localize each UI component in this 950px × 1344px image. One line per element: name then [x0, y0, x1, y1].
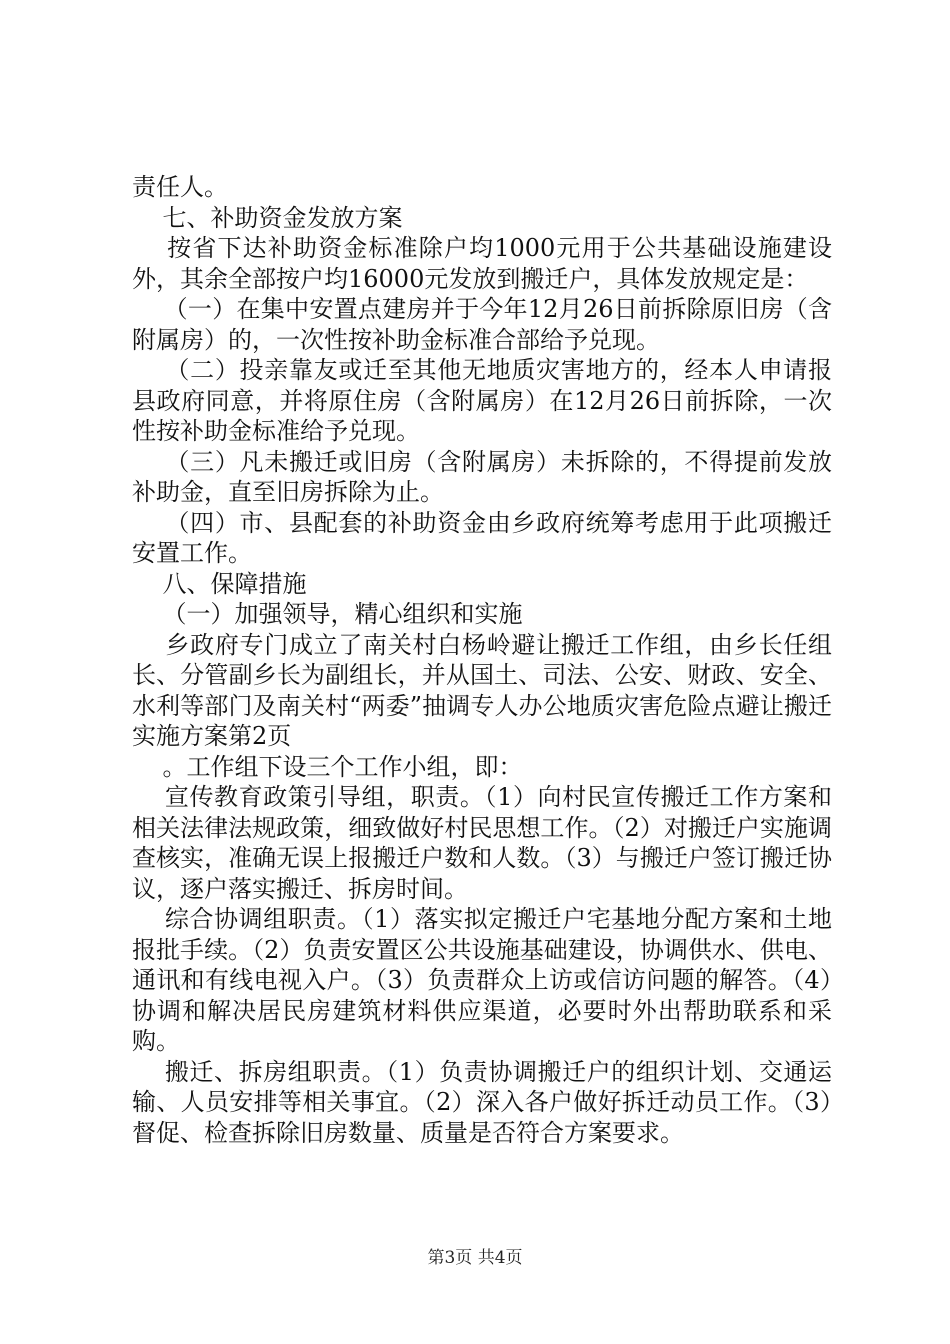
paragraph: 宣传教育政策引导组，职责。（1）向村民宣传搬迁工作方案和相关法律法规政策，细致做好村民思想工作。（2）对搬迁户实施调查核实，准确无误上报搬迁户数和人数。（3）与搬迁户签订搬迁协议，逐户落实搬迁、拆房时间。 — [132, 783, 832, 903]
paragraph: （三）凡未搬迁或旧房（含附属房）未拆除的，不得提前发放补助金，直至旧房拆除为止。 — [132, 447, 833, 506]
page-number-footer: 第3页 共4页 — [427, 1248, 523, 1268]
paragraph: 综合协调组职责。（1）落实拟定搬迁户宅基地分配方案和土地报批手续。（2）负责安置区公共设施基础建设，协调供水、供电、通讯和有线电视入户。（3）负责群众上访或信访问题的解答。（4）协调和解决居民房建筑材料供应渠道，必要时外出帮助联系和采购。 — [132, 905, 832, 1055]
document-body — [132, 172, 832, 1148]
paragraph: 乡政府专门成立了南关村白杨岭避让搬迁工作组，由乡长任组长、分管副乡长为副组长，并从国土、司法、公安、财政、安全、水利等部门及南关村“两委”抽调专人办公地质灾害危险点避让搬迁实施方案第2页 — [132, 630, 833, 750]
paragraph: （四）市、县配套的补助资金由乡政府统筹考虑用于此项搬迁安置工作。 — [132, 508, 833, 567]
section-heading: 七、补助资金发放方案 — [132, 203, 403, 232]
paragraph: （二）投亲靠友或迁至其他无地质灾害地方的，经本人申请报县政府同意，并将原住房（含附属房）在12月26日前拆除，一次性按补助金标准给予兑现。 — [132, 356, 833, 445]
paragraph: （一）在集中安置点建房并于今年12月26日前拆除原旧房（含附属房）的，一次性按补助金标准合部给予兑现。 — [132, 295, 833, 354]
subsection-heading: （一）加强领导，精心组织和实施 — [132, 600, 523, 628]
paragraph: 搬迁、拆房组职责。（1）负责协调搬迁户的组织计划、交通运输、人员安排等相关事宜。（2）深入各户做好拆迁动员工作。（3）督促、检查拆除旧房数量、质量是否符合方案要求。 — [132, 1057, 832, 1147]
paragraph: 。工作组下设三个工作小组，即： — [132, 752, 523, 781]
paragraph: 责任人。 — [132, 173, 228, 201]
section-heading: 八、保障措施 — [132, 569, 307, 598]
paragraph: 按省下达补助资金标准除户均1000元用于公共基础设施建设外，其余全部按户均16000元发放到搬迁户，具体发放规定是： — [132, 234, 833, 293]
